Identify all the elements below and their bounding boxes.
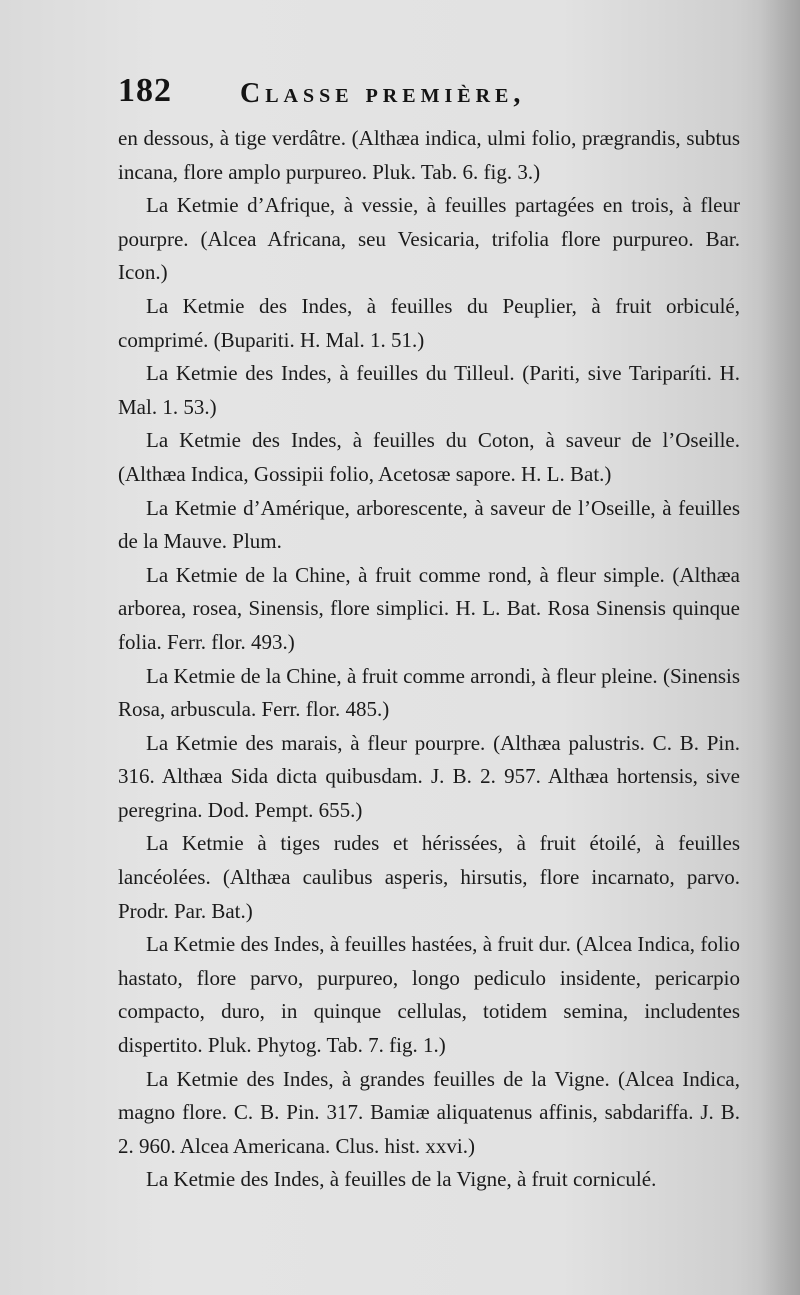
paragraph: La Ketmie des Indes, à feuilles du Peuplier, à fruit orbiculé, comprimé. (Bupariti. H. Mal. 1. 51.) (118, 293, 740, 352)
paragraph: La Ketmie d’Afrique, à vessie, à feuilles partagées en trois, à fleur pourpre. (Alcea Africana, seu Vesicaria, trifolia flore purpureo. Bar. Icon.) (118, 193, 740, 285)
paragraph: La Ketmie de la Chine, à fruit comme rond, à fleur simple. (Althæa arborea, rosea, Sinensis, flore simplici. H. L. Bat. Rosa Sinensis quinque folia. Ferr. flor. 493.) (118, 562, 740, 654)
page-number: 182 (118, 72, 172, 109)
paragraph: La Ketmie des Indes, à feuilles du Tilleul. (Pariti, sive Tariparíti. H. Mal. 1. 53.) (118, 361, 740, 419)
paragraph: La Ketmie de la Chine, à fruit comme arrondi, à fleur pleine. (Sinensis Rosa, arbuscula. Ferr. flor. 485.) (118, 663, 740, 722)
paragraph: La Ketmie des Indes, à feuilles de la Vigne, à fruit corniculé. (146, 1167, 657, 1192)
body-text (118, 122, 740, 1197)
paragraph: La Ketmie des Indes, à feuilles du Coton, à saveur de l’Oseille. (Althæa Indica, Gossipii folio, Acetosæ sapore. H. L. Bat.) (118, 428, 740, 486)
page-header (118, 72, 743, 122)
page-edge-shadow (760, 0, 800, 1295)
paragraph: La Ketmie à tiges rudes et hérissées, à fruit étoilé, à feuilles lancéolées. (Althæa caulibus asperis, hirsutis, flore incarnato, parvo. Prodr. Par. Bat.) (118, 831, 740, 923)
paragraph: La Ketmie des Indes, à feuilles hastées, à fruit dur. (Alcea Indica, folio hastato, flore parvo, purpureo, longo pediculo insidente, pericarpio compacto, duro, in quinque cellulas, totidem semina, includentes dispertito. Pluk. Phytog. Tab. 7. fig. 1.) (118, 932, 740, 1058)
paragraph: La Ketmie des marais, à fleur pourpre. (Althæa palustris. C. B. Pin. 316. Althæa Sida dicta quibusdam. J. B. 2. 957. Althæa hortensis, sive peregrina. Dod. Pempt. 655.) (118, 730, 740, 822)
running-title: Classe première, (240, 78, 526, 109)
paragraph-continued: en dessous, à tige verdâtre. (Althæa indica, ulmi folio, prægrandis, subtus incana, flore amplo purpureo. Pluk. Tab. 6. fig. 3.) (118, 126, 740, 184)
paragraph: La Ketmie d’Amérique, arborescente, à saveur de l’Oseille, à feuilles de la Mauve. Plum. (118, 495, 740, 554)
paragraph: La Ketmie des Indes, à grandes feuilles de la Vigne. (Alcea Indica, magno flore. C. B. Pin. 317. Bamiæ aliquatenus affinis, sabdariffa. J. B. 2. 960. Alcea Americana. Clus. hist. xxvi.) (118, 1066, 740, 1158)
